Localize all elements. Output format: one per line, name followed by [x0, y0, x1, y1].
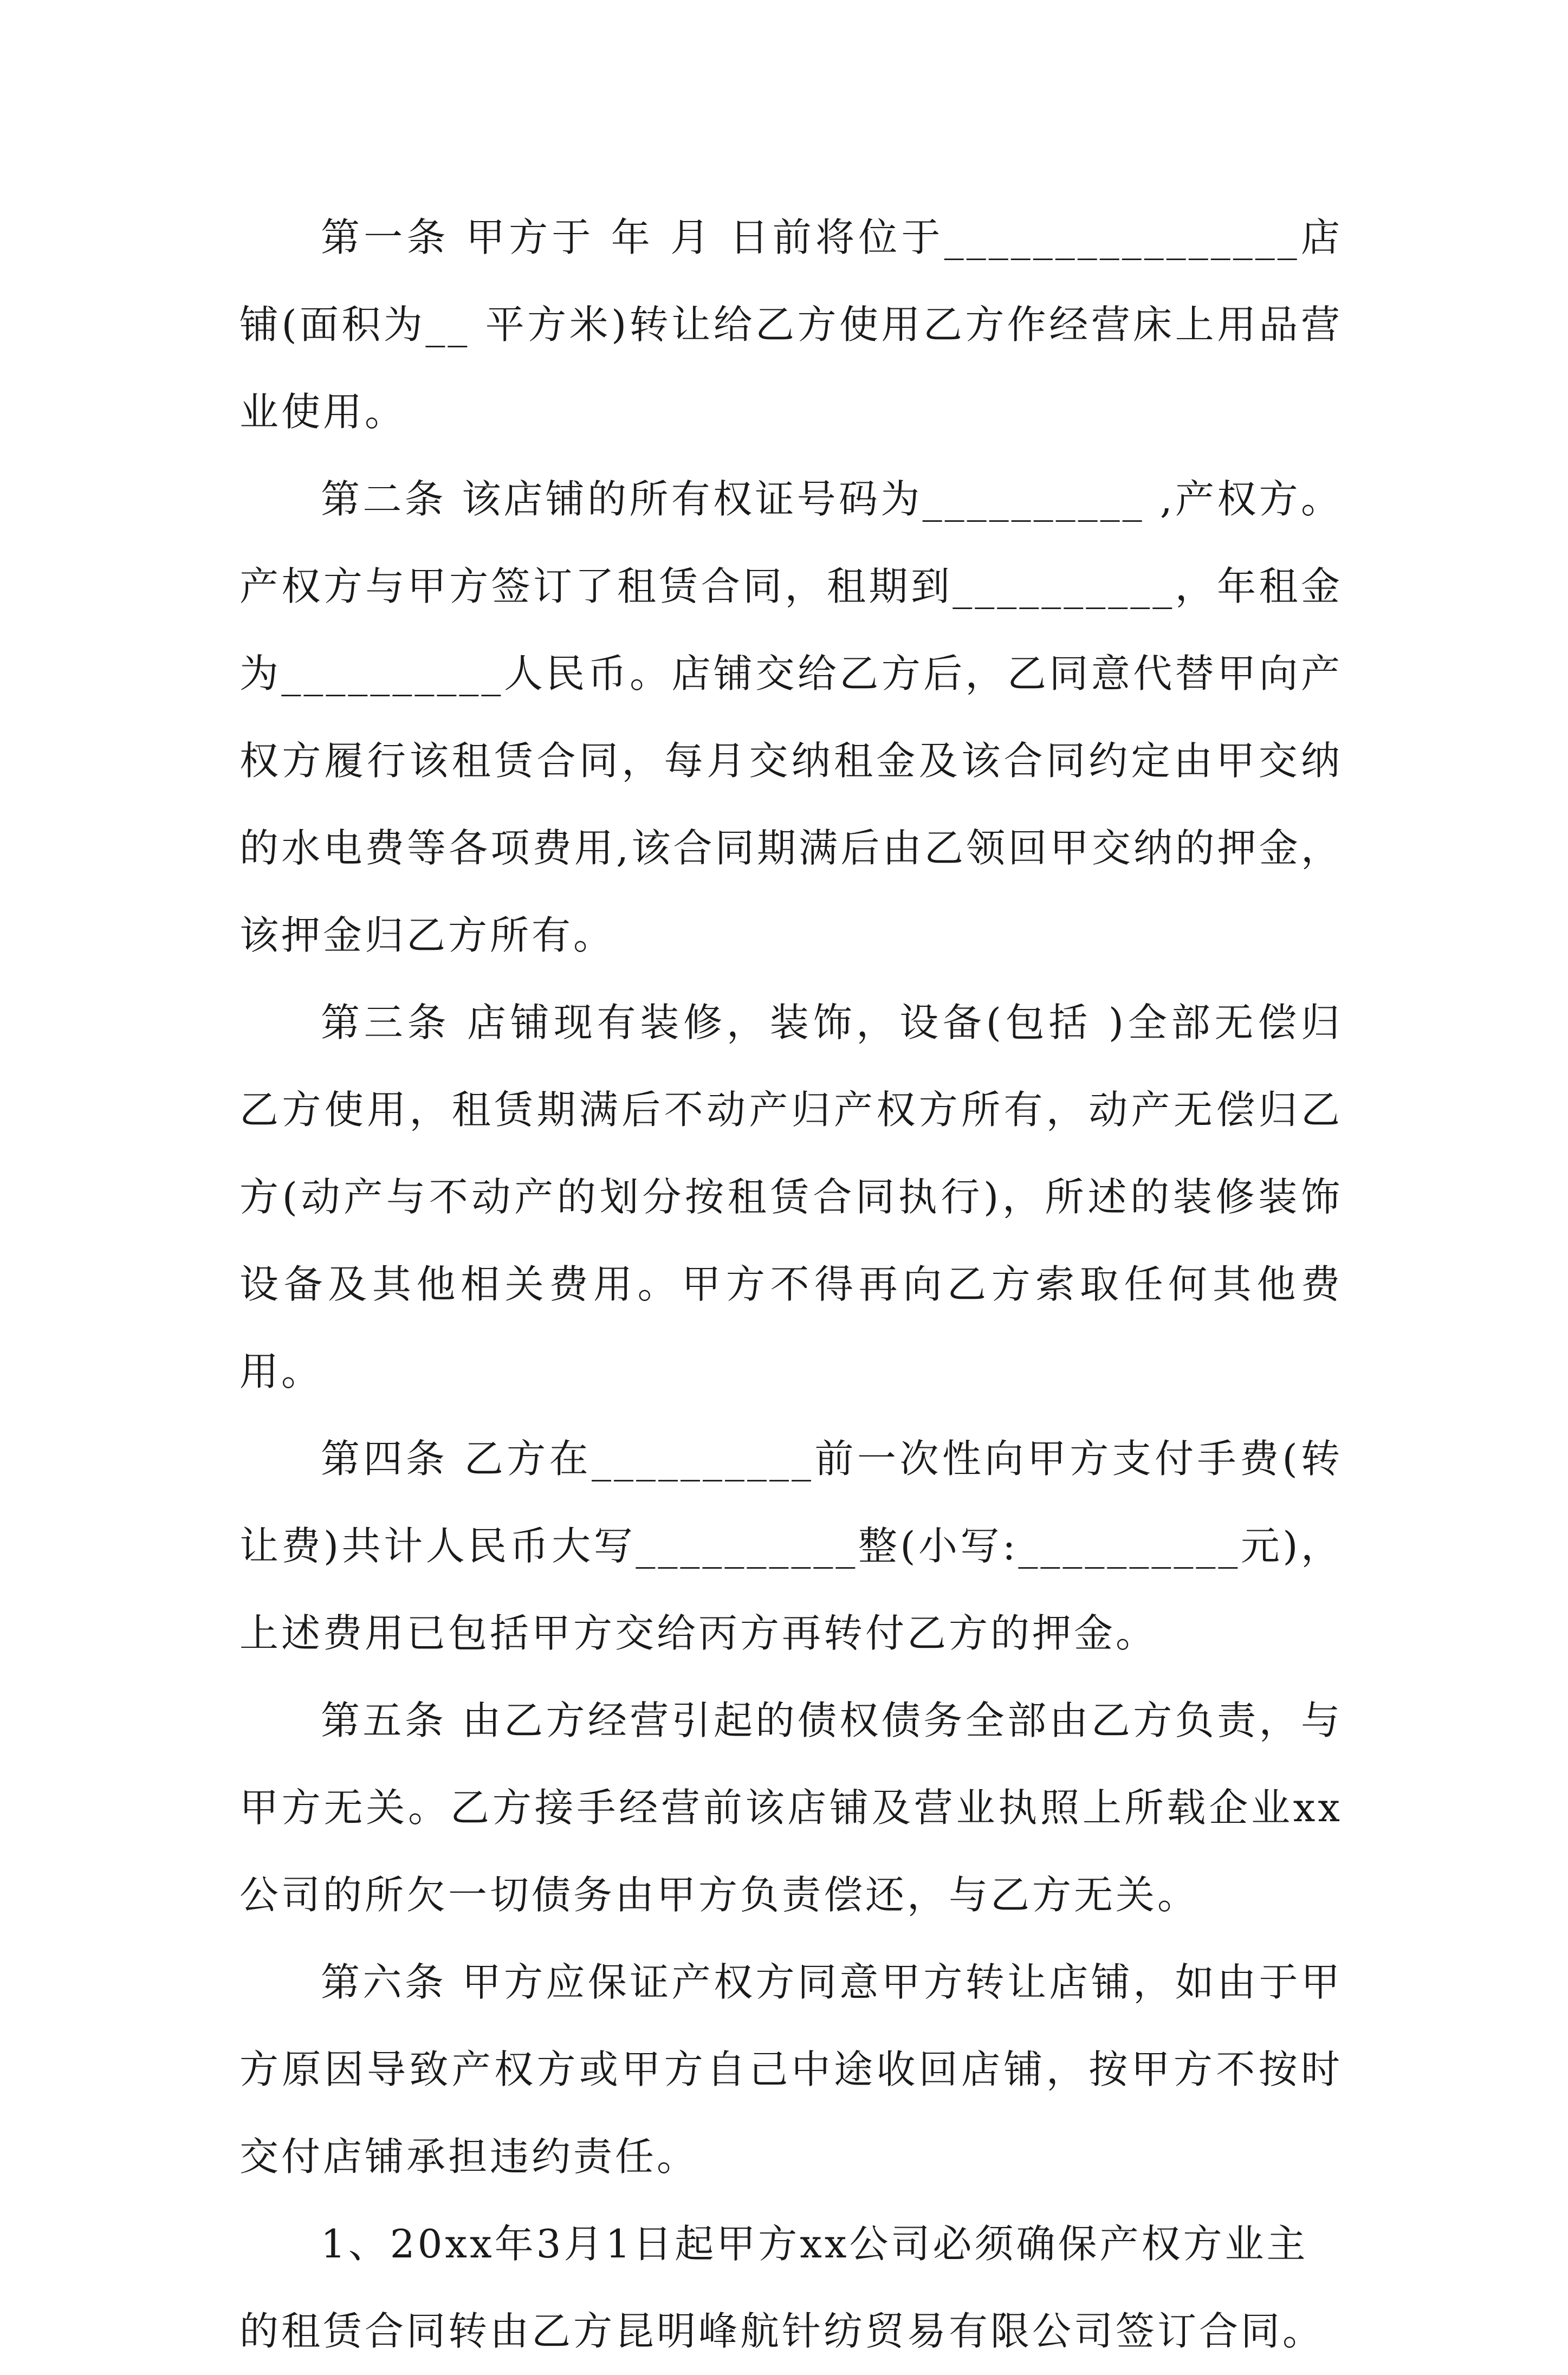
item-1: 1、20xx年3月1日起甲方xx公司必须确保产权方业主的租赁合同转由乙方昆明峰航针纺贸易有限公司签订合同。	[239, 2221, 1325, 2354]
clause-6: 第六条 甲方应保证产权方同意甲方转让店铺，如由于甲方原因导致产权方或甲方自己中途收回店铺，按甲方不按时交付店铺承担违约责任。	[239, 1959, 1343, 2179]
document-page	[239, 194, 1343, 2375]
clause-3: 第三条 店铺现有装修，装饰，设备(包括 )全部无偿归乙方使用，租赁期满后不动产归产权方所有，动产无偿归乙方(动产与不动产的划分按租赁合同执行)，所述的装修装饰设备及其他相关费用。甲方不得再向乙方索取任何其他费用。	[239, 1000, 1343, 1394]
clause-4: 第四条 乙方在__________前一次性向甲方支付手费(转让费)共计人民币大写__________整(小写:__________元)，上述费用已包括甲方交给丙方再转付乙方的押金。	[239, 1436, 1343, 1656]
clause-5: 第五条 由乙方经营引起的债权债务全部由乙方负责，与甲方无关。乙方接手经营前该店铺及营业执照上所载企业xx公司的所欠一切债务由甲方负责偿还，与乙方无关。	[239, 1698, 1343, 1918]
clause-1: 第一条 甲方于 年 月 日前将位于________________店铺(面积为__ 平方米)转让给乙方使用乙方作经营床上用品营业使用。	[239, 215, 1343, 435]
clause-2: 第二条 该店铺的所有权证号码为__________ ,产权方。产权方与甲方签订了租赁合同，租期到__________，年租金为__________人民币。店铺交给乙方后，乙同意代替甲向产权方履行该租赁合同，每月交纳租金及该合同约定由甲交纳的水电费等各项费用,该合同期满后由乙领回甲交纳的押金，该押金归乙方所有。	[239, 476, 1343, 958]
